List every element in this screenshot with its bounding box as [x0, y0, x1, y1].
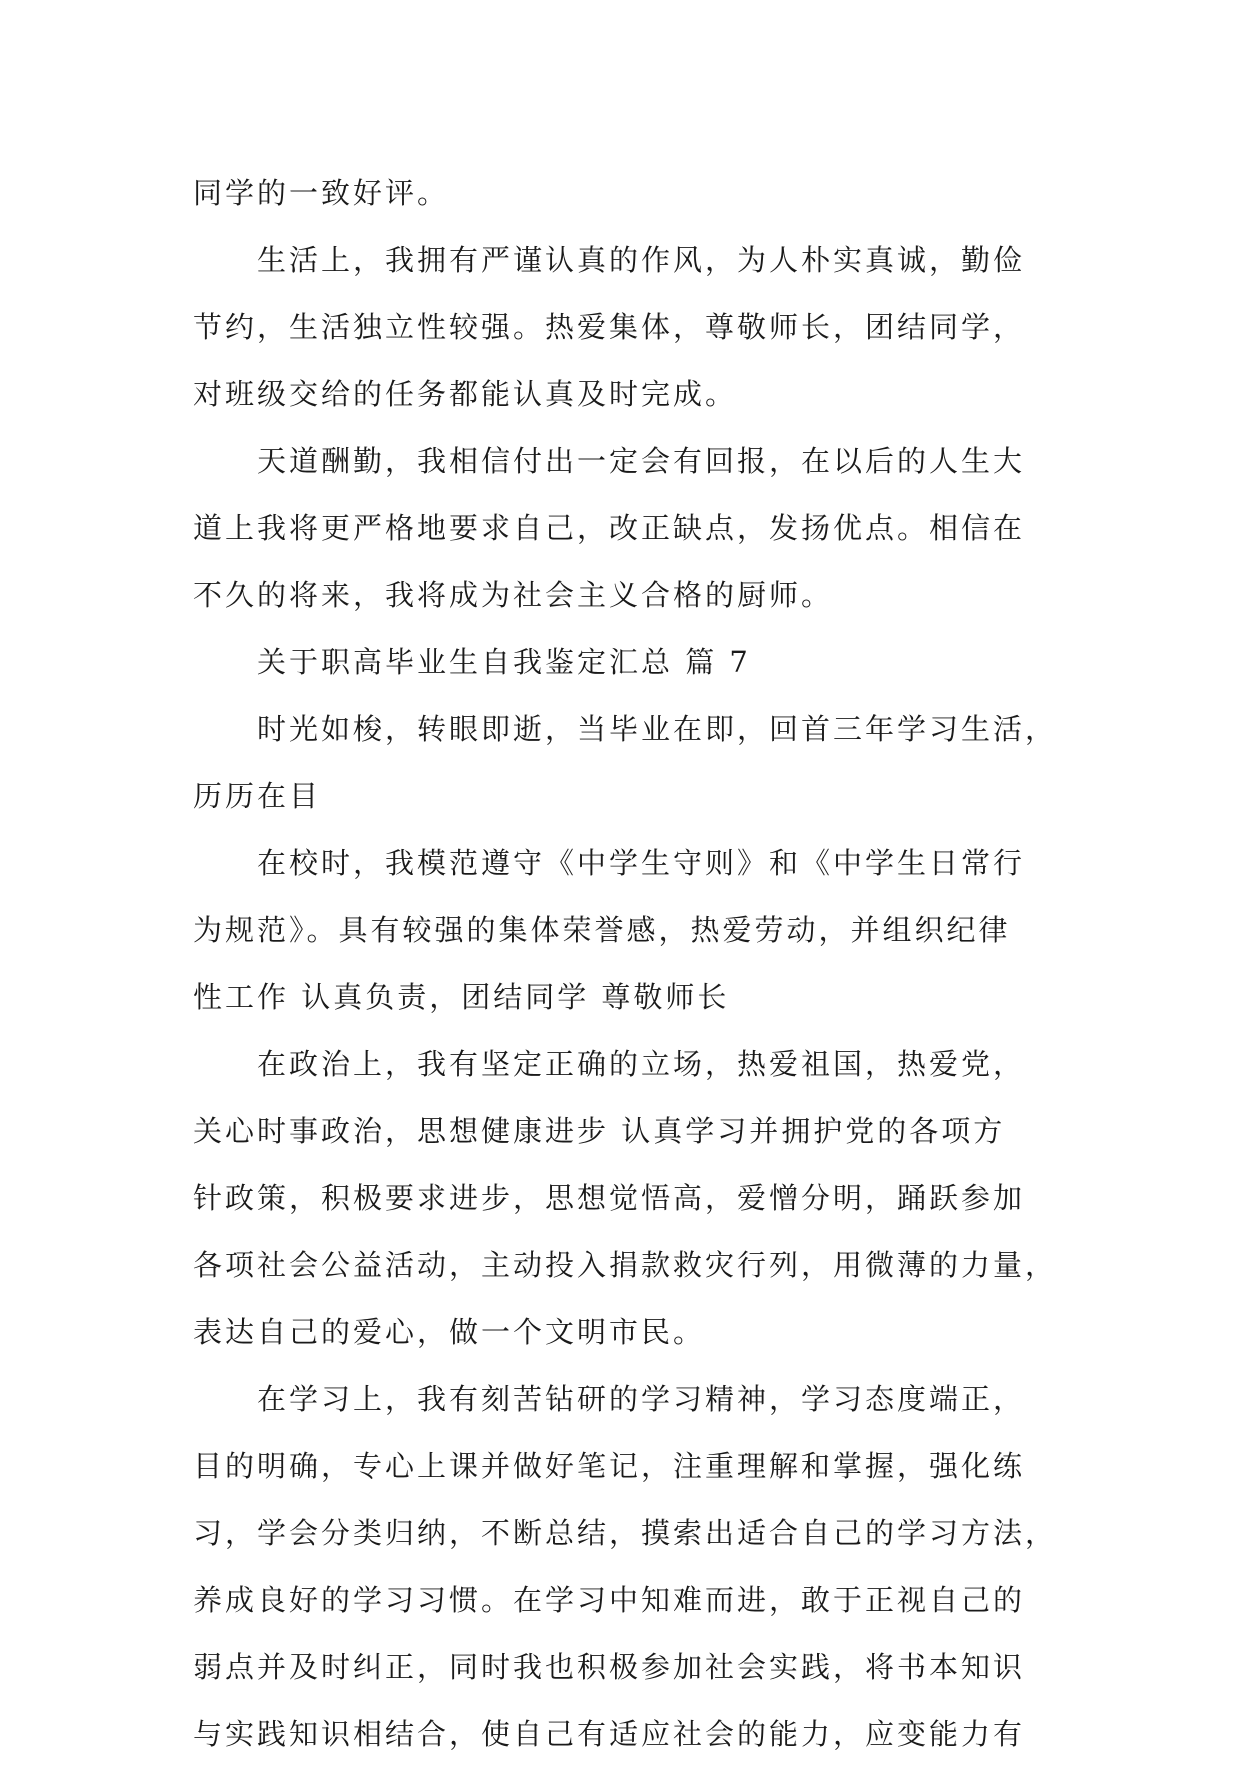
text-line: 节约，生活独立性较强。热爱集体，尊敬师长，团结同学， [193, 310, 1026, 344]
document-body [193, 160, 1073, 1768]
paragraph-start-line: 天道酬勤，我相信付出一定会有回报，在以后的人生大 [257, 444, 1026, 478]
text-line: 养成良好的学习习惯。在学习中知难而进，敢于正视自己的 [193, 1583, 1026, 1617]
paragraph-start-line: 在校时，我模范遵守《中学生守则》和《中学生日常行 [257, 846, 1026, 880]
text-line: 习，学会分类归纳，不断总结，摸索出适合自己的学习方法， [193, 1516, 1058, 1550]
text-line: 道上我将更严格地要求自己，改正缺点，发扬优点。相信在 [193, 511, 1026, 545]
section-heading: 关于职高毕业生自我鉴定汇总 篇 7 [257, 645, 751, 679]
text-line: 对班级交给的任务都能认真及时完成。 [193, 377, 738, 411]
text-line: 关心时事政治，思想健康进步 认真学习并拥护党的各项方 [193, 1114, 1006, 1148]
paragraph-start-line: 时光如梭，转眼即逝，当毕业在即，回首三年学习生活， [257, 712, 1058, 746]
text-line: 为规范》。具有较强的集体荣誉感，热爱劳动，并组织纪律 [193, 913, 1011, 947]
text-line: 表达自己的爱心，做一个文明市民。 [193, 1315, 706, 1349]
paragraph-start-line: 在政治上，我有坚定正确的立场，热爱祖国，热爱党， [257, 1047, 1026, 1081]
text-line: 针政策，积极要求进步，思想觉悟高，爱憎分明，踊跃参加 [193, 1181, 1026, 1215]
text-line: 弱点并及时纠正，同时我也积极参加社会实践，将书本知识 [193, 1650, 1026, 1684]
text-line: 同学的一致好评。 [193, 176, 450, 210]
text-line: 目的明确，专心上课并做好笔记，注重理解和掌握，强化练 [193, 1449, 1026, 1483]
text-line: 与实践知识相结合，使自己有适应社会的能力，应变能力有 [193, 1717, 1026, 1751]
text-line: 历历在目 [193, 779, 322, 813]
paragraph-start-line: 在学习上，我有刻苦钻研的学习精神，学习态度端正， [257, 1382, 1026, 1416]
text-line: 不久的将来，我将成为社会主义合格的厨师。 [193, 578, 834, 612]
text-line: 各项社会公益活动，主动投入捐款救灾行列，用微薄的力量， [193, 1248, 1058, 1282]
paragraph-start-line: 生活上，我拥有严谨认真的作风，为人朴实真诚，勤俭 [257, 243, 1026, 277]
text-line: 性工作 认真负责，团结同学 尊敬师长 [193, 980, 730, 1014]
